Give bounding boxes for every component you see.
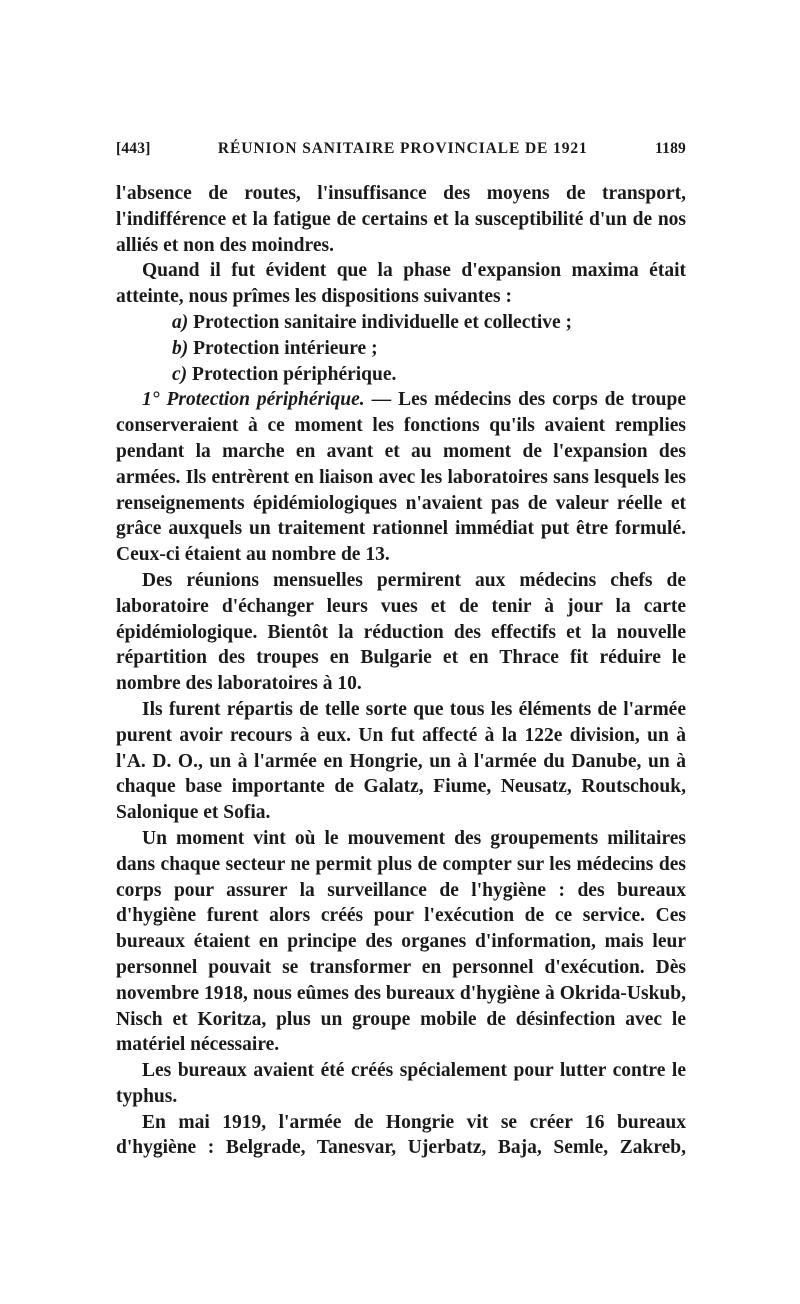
list-marker-a: a) <box>172 311 189 333</box>
list-item-c <box>116 362 686 388</box>
list-text-c: Protection périphérique. <box>192 363 397 385</box>
document-page <box>116 140 686 1161</box>
paragraph-3 <box>116 387 686 568</box>
running-header <box>116 140 686 164</box>
paragraph-6: Un moment vint où le mouvement des groupements militaires dans chaque secteur ne permit plus de compter sur les médecins des corps pour assurer la surveillance de l'hygiène : des bureaux d'hygiène furent alors créés pour l'exécution de ce service. Ces bureaux étaient en principe des organes d'information, mais leur personnel pouvait se transformer en personnel d'exécution. Dès novembre 1918, nous eûmes des bureaux d'hygiène à Okrida-Uskub, Nisch et Koritza, plus un groupe mobile de désinfection avec le matériel nécessaire. <box>116 827 686 1056</box>
list-marker-c: c) <box>172 363 188 385</box>
paragraph-3-text: — Les médecins des corps de troupe conserveraient à ce moment les fonctions qu'ils avaient remplies pendant la marche en avant et au moment de l'expansion des armées. Ils entrèrent en liaison avec les laboratoires sans lesquels les renseignements épidémiologiques n'avaient pas de valeur réelle et grâce auxquels un traitement rationnel immédiat put être formulé. Ceux-ci étaient au nombre de 13. <box>116 389 686 566</box>
paragraph-8: En mai 1919, l'armée de Hongrie vit se créer 16 bureaux d'hygiène : Belgrade, Tanesvar, Ujerbatz, Baja, Semle, Zakreb, <box>116 1111 686 1159</box>
page-number: 1189 <box>655 140 686 157</box>
list-item-b <box>116 336 686 362</box>
paragraph-1: l'absence de routes, l'insuffisance des moyens de transport, l'indifférence et la fatigue de certains et la susceptibilité d'un de nos alliés et non des moindres. <box>116 183 686 256</box>
list-text-a: Protection sanitaire individuelle et collective ; <box>193 311 573 333</box>
paragraph-5: Ils furent répartis de telle sorte que tous les éléments de l'armée purent avoir recours à eux. Un fut affecté à la 122e division, un à l'A. D. O., un à l'armée en Hongrie, un à l'armée du Danube, un à chaque base importante de Galatz, Fiume, Neusatz, Routschouk, Salonique et Sofia. <box>116 698 686 824</box>
paragraph-2: Quand il fut évident que la phase d'expansion maxima était atteinte, nous prîmes les dispositions suivantes : <box>116 260 686 308</box>
list-marker-b: b) <box>172 337 189 359</box>
list-text-b: Protection intérieure ; <box>193 337 378 359</box>
paragraph-4: Des réunions mensuelles permirent aux médecins chefs de laboratoire d'échanger leurs vues et de tenir à jour la carte épidémiologique. Bientôt la réduction des effectifs et la nouvelle répartition des troupes en Bulgarie et en Thrace fit réduire le nombre des laboratoires à 10. <box>116 569 686 695</box>
list-item-a <box>116 310 686 336</box>
body-text <box>116 181 686 1161</box>
header-title: RÉUNION SANITAIRE PROVINCIALE DE 1921 <box>217 140 588 157</box>
section-heading: 1° Protection périphérique. <box>142 389 365 411</box>
header-section-number: [443] <box>116 140 151 157</box>
paragraph-7: Les bureaux avaient été créés spécialement pour lutter contre le typhus. <box>116 1060 686 1107</box>
